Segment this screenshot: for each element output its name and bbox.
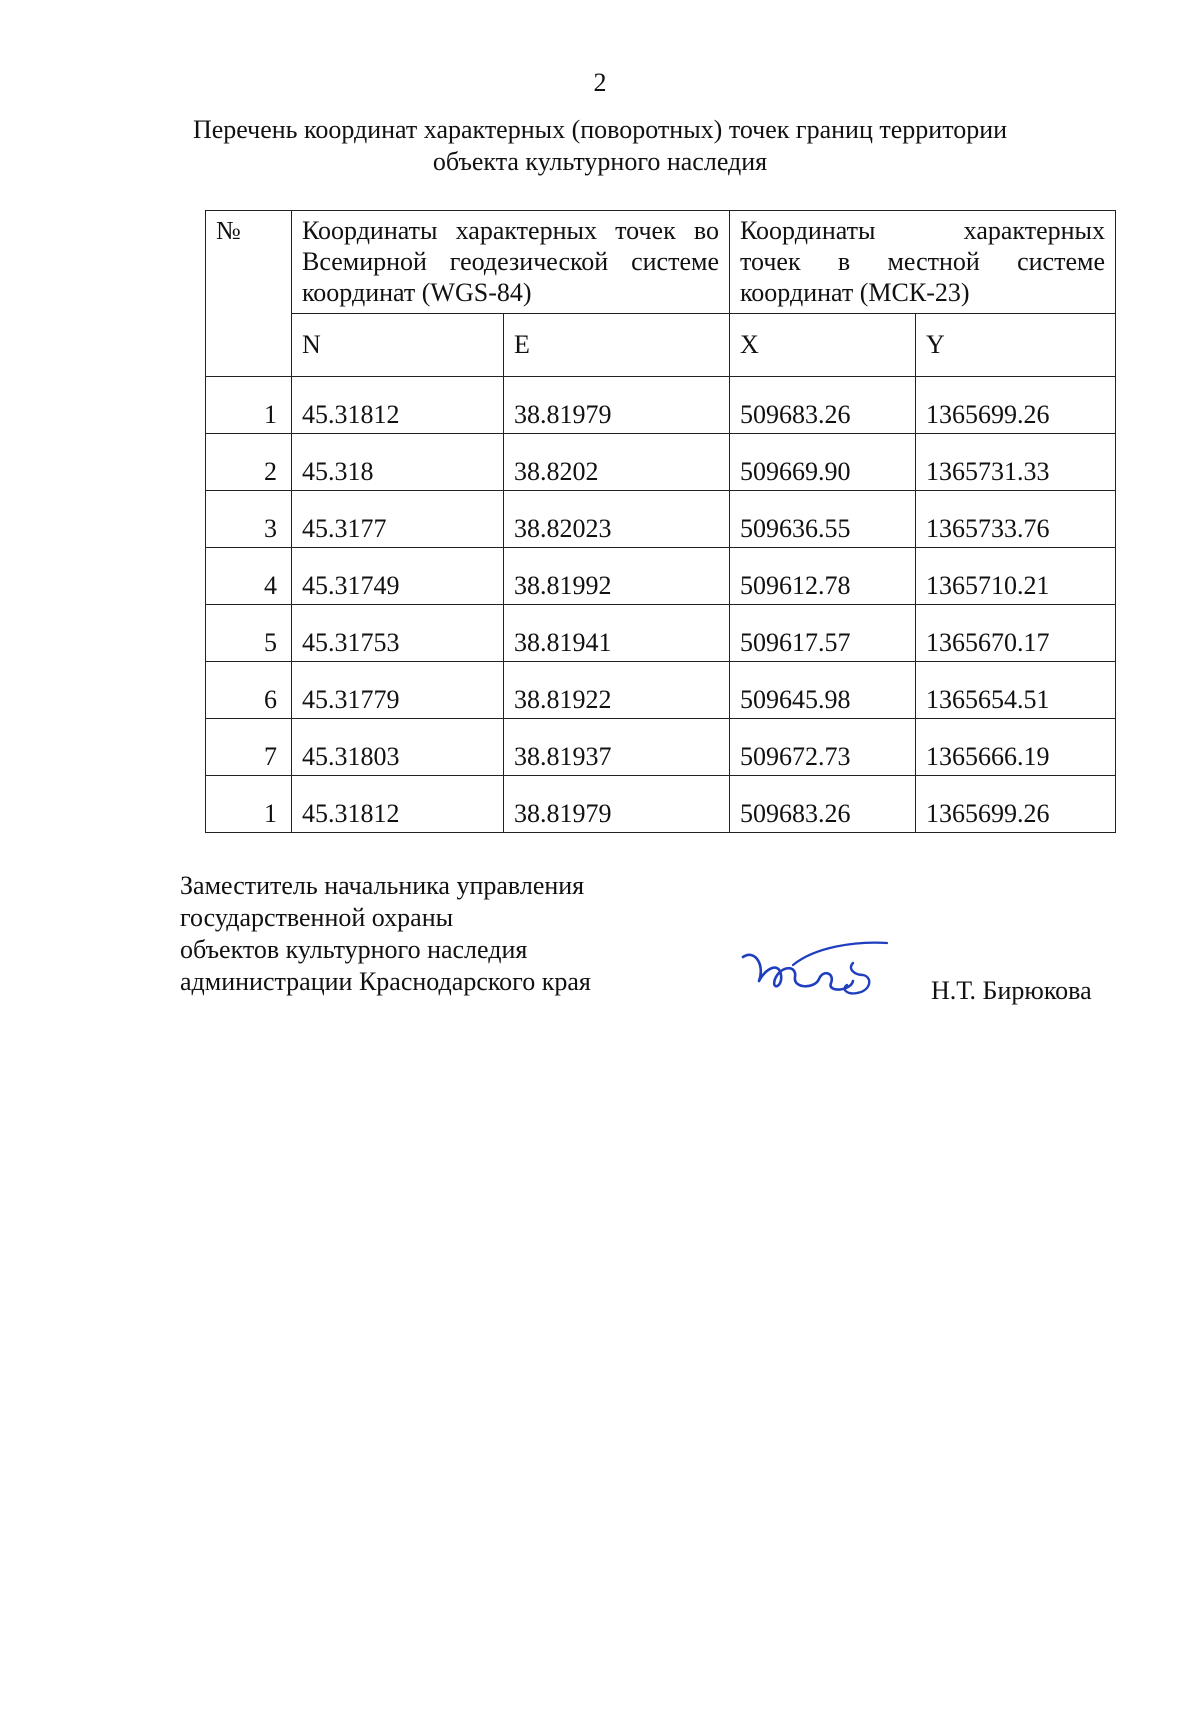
cell-x: 509636.55: [730, 491, 916, 548]
subheader-e: E: [504, 314, 730, 377]
wgs84-header: [292, 211, 730, 314]
signatory-position: [180, 870, 591, 998]
cell-y: 1365666.19: [916, 719, 1116, 776]
cell-n: 45.31812: [292, 377, 504, 434]
signature-stroke: [845, 963, 870, 993]
cell-y: 1365670.17: [916, 605, 1116, 662]
page-number: 2: [593, 68, 607, 97]
title-line-2: объекта культурного наследия: [432, 147, 768, 176]
cell-e: 38.81992: [504, 548, 730, 605]
table-row: [206, 377, 1116, 434]
point-number: 6: [206, 662, 292, 719]
cell-y: 1365733.76: [916, 491, 1116, 548]
msk23-header-line: координат (МСК-23): [740, 278, 970, 307]
cell-n: 45.318: [292, 434, 504, 491]
cell-e: 38.81979: [504, 377, 730, 434]
cell-e: 38.81979: [504, 776, 730, 833]
table-row: [206, 719, 1116, 776]
cell-n: 45.31749: [292, 548, 504, 605]
cell-x: 509612.78: [730, 548, 916, 605]
msk23-header: [730, 211, 1116, 314]
point-number: 2: [206, 434, 292, 491]
cell-n: 45.31803: [292, 719, 504, 776]
point-number: 4: [206, 548, 292, 605]
handwritten-signature: [735, 935, 895, 1015]
signature-stroke: [793, 943, 887, 965]
point-number: 1: [206, 377, 292, 434]
cell-x: 509672.73: [730, 719, 916, 776]
cell-n: 45.31753: [292, 605, 504, 662]
subheader-row: [206, 314, 1116, 377]
point-number: 3: [206, 491, 292, 548]
table-row: [206, 605, 1116, 662]
msk23-header-line: Координаты характерных: [740, 216, 1105, 245]
subheader-x: X: [730, 314, 916, 377]
cell-x: 509645.98: [730, 662, 916, 719]
document-title: [150, 114, 1050, 178]
cell-y: 1365710.21: [916, 548, 1116, 605]
cell-y: 1365699.26: [916, 776, 1116, 833]
cell-y: 1365731.33: [916, 434, 1116, 491]
wgs84-header-line: Координаты характерных точек во: [302, 216, 719, 245]
title-line-1: Перечень координат характерных (поворотных) точек границ территории: [192, 115, 1008, 144]
table-row: [206, 434, 1116, 491]
cell-y: 1365699.26: [916, 377, 1116, 434]
header-row: [206, 211, 1116, 314]
position-line: администрации Краснодарского края: [180, 967, 591, 996]
cell-e: 38.82023: [504, 491, 730, 548]
wgs84-header-line: координат (WGS-84): [302, 278, 532, 307]
coordinates-table: [205, 210, 1116, 833]
table-row: [206, 491, 1116, 548]
cell-e: 38.81922: [504, 662, 730, 719]
cell-n: 45.31812: [292, 776, 504, 833]
msk23-header-line: точек в местной системе: [740, 247, 1105, 276]
col-number-header: №: [206, 211, 292, 377]
point-number: 5: [206, 605, 292, 662]
position-line: государственной охраны: [180, 903, 454, 932]
position-line: объектов культурного наследия: [180, 935, 528, 964]
table-row: [206, 776, 1116, 833]
cell-x: 509683.26: [730, 377, 916, 434]
cell-n: 45.31779: [292, 662, 504, 719]
signer-name: Н.Т. Бирюкова: [931, 976, 1092, 1005]
subheader-n: N: [292, 314, 504, 377]
cell-y: 1365654.51: [916, 662, 1116, 719]
wgs84-header-line: Всемирной геодезической системе: [302, 247, 719, 276]
cell-x: 509669.90: [730, 434, 916, 491]
cell-e: 38.81937: [504, 719, 730, 776]
cell-e: 38.8202: [504, 434, 730, 491]
cell-n: 45.3177: [292, 491, 504, 548]
point-number: 1: [206, 776, 292, 833]
subheader-y: Y: [916, 314, 1116, 377]
cell-x: 509683.26: [730, 776, 916, 833]
table-row: [206, 548, 1116, 605]
point-number: 7: [206, 719, 292, 776]
position-line: Заместитель начальника управления: [180, 871, 585, 900]
cell-x: 509617.57: [730, 605, 916, 662]
cell-e: 38.81941: [504, 605, 730, 662]
table-row: [206, 662, 1116, 719]
